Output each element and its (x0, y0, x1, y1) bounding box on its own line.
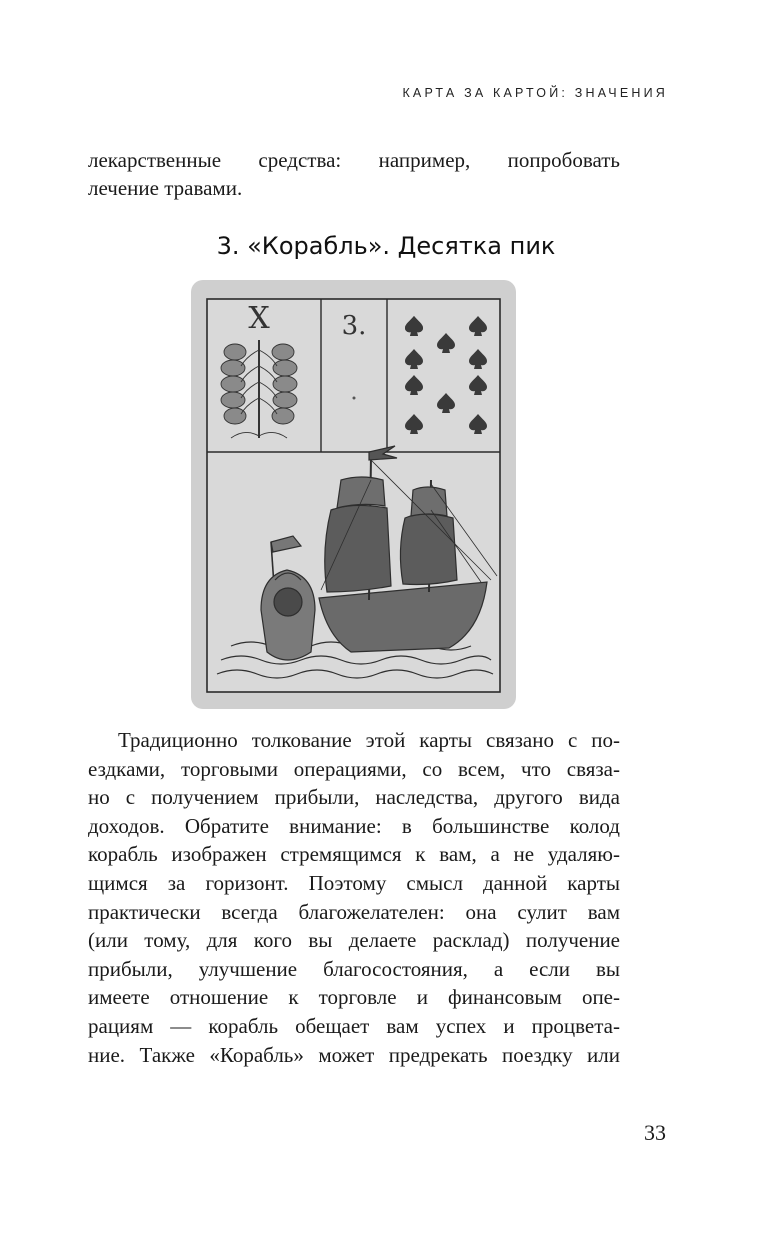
ship-card-illustration (191, 280, 516, 709)
body-line: щимся за горизонт. Поэтому смысл данной карты (88, 870, 620, 895)
body-line: доходов. Обратите внимание: в большинстве колод (88, 813, 620, 838)
body-line: Традиционно толкование этой карты связано с по- (118, 728, 620, 752)
body-paragraph (88, 726, 620, 1069)
body-line: прибыли, улучшение благосостояния, а если вы (88, 956, 620, 981)
intro-line-2: лечение травами. (88, 176, 243, 200)
body-line: корабль изображен стремящимся к вам, а не удаляю- (88, 842, 620, 867)
body-line: (или тому, для кого вы делаете расклад) получение (88, 928, 620, 953)
roman-numeral: X (248, 301, 270, 336)
ornament-icon (221, 340, 297, 438)
body-line: но с получением прибыли, наследства, другого вида (88, 785, 620, 810)
card-number: 3. (341, 311, 367, 341)
running-head: КАРТА ЗА КАРТОЙ: ЗНАЧЕНИЯ (402, 86, 668, 100)
intro-line-1: лекарственные средства: например, попробовать (88, 148, 620, 172)
body-line: ездками, торговыми операциями, со всем, что связа- (88, 756, 620, 781)
body-line: практически всегда благожелателен: она сулит вам (88, 899, 620, 924)
body-line: имеете отношение к торговле и финансовым опе- (88, 985, 620, 1010)
page-number: 33 (644, 1120, 666, 1145)
card-artwork (191, 280, 516, 709)
body-line: ние. Также «Корабль» может предрекать поездку или (88, 1042, 620, 1067)
body-line: рациям — корабль обещает вам успех и процвета- (88, 1013, 620, 1038)
section-heading: 3. «Корабль». Десятка пик (216, 232, 556, 260)
